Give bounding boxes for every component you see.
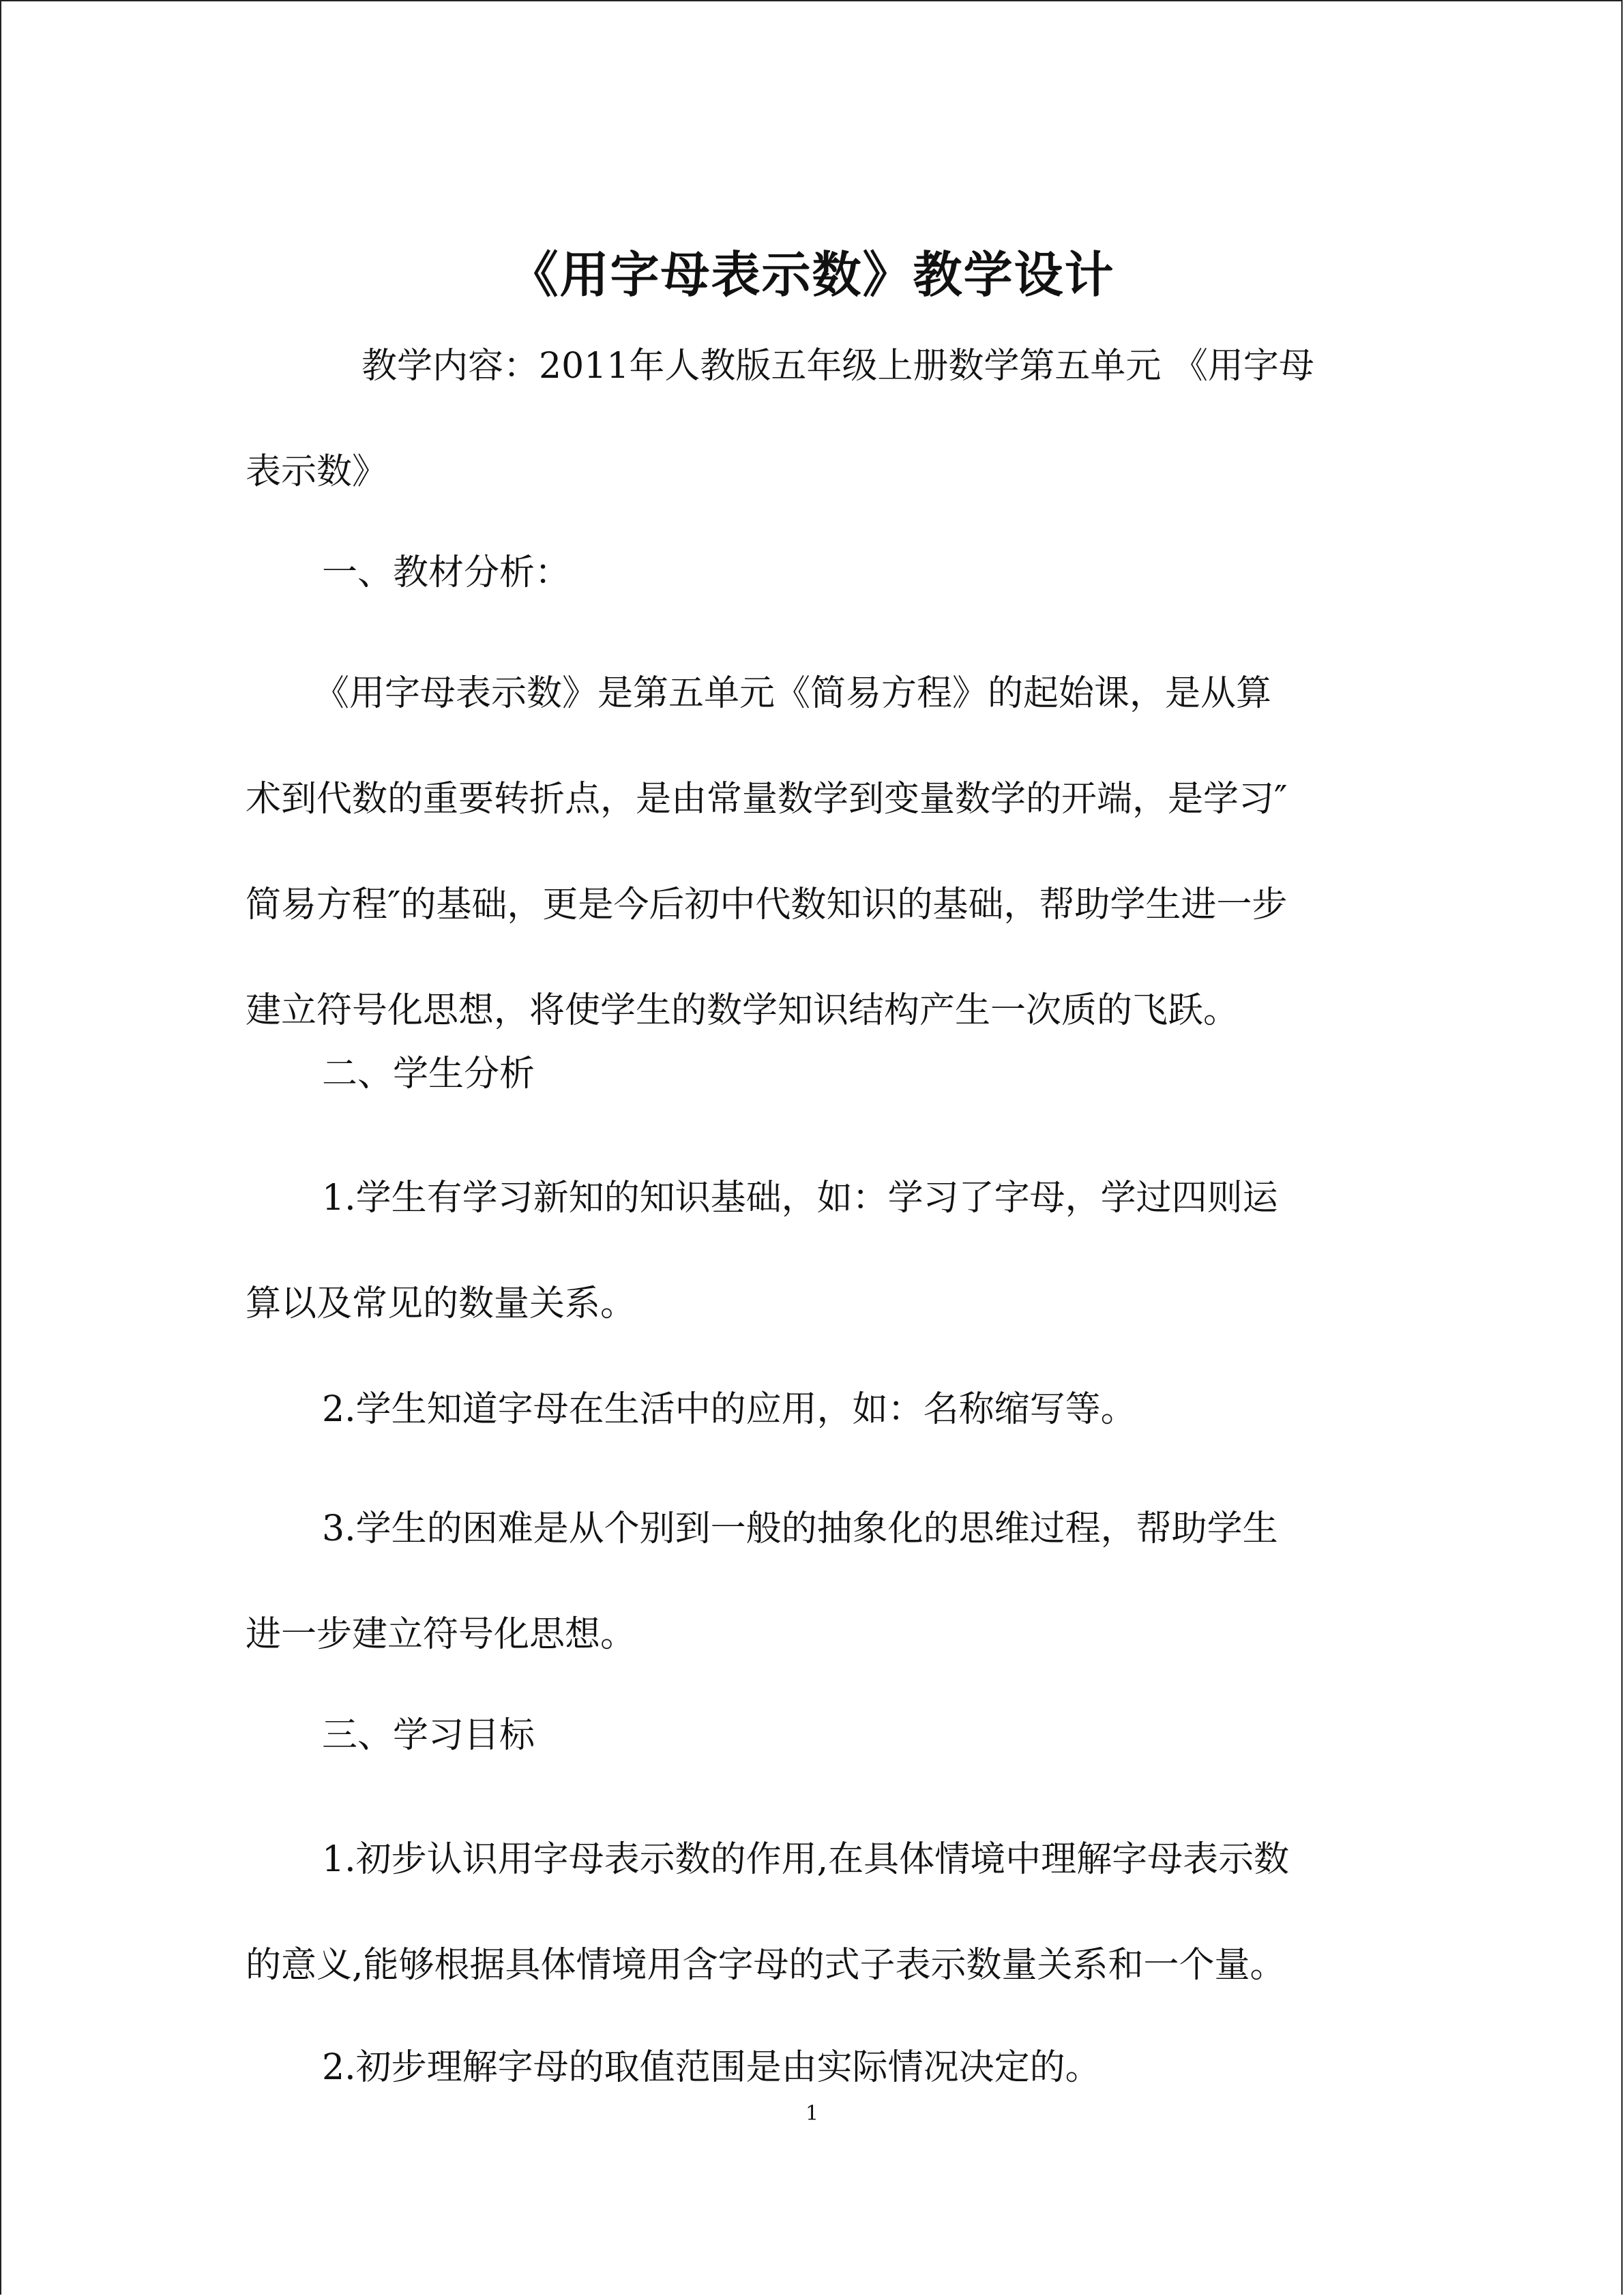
- section-heading-student-analysis: 二、学生分析: [322, 1054, 535, 1094]
- student-analysis-item-3: [246, 1476, 1378, 1688]
- section-heading-learning-goals: 三、学习目标: [322, 1715, 535, 1756]
- paragraph-line: 简易方程″的基础，更是今后初中代数知识的基础，帮助学生进一步: [246, 884, 1288, 925]
- paragraph-line: 2.初步理解字母的取值范围是由实际情况决定的。: [322, 2047, 1101, 2088]
- paragraph-line: 2.学生知道字母在生活中的应用，如：名称缩写等。: [322, 1389, 1136, 1430]
- paragraph-line: 1.初步认识用字母表示数的作用,在具体情境中理解字母表示数: [322, 1839, 1290, 1880]
- paragraph-line: 《用字母表示数》是第五单元《简易方程》的起始课，是从算: [314, 673, 1272, 714]
- page-number: 1: [805, 2102, 819, 2126]
- paragraph-line: 建立符号化思想，将使学生的数学知识结构产生一次质的飞跃。: [246, 990, 1239, 1031]
- teaching-content-paragraph: [246, 314, 1378, 525]
- paragraph-line: 3.学生的困难是从个别到一般的抽象化的思维过程，帮助学生: [322, 1508, 1278, 1549]
- section-heading-textbook-analysis: 一、教材分析：: [322, 552, 571, 593]
- paragraph-line: 算以及常见的数量关系。: [246, 1283, 636, 1324]
- student-analysis-item-2: [246, 1357, 1378, 1463]
- textbook-analysis-paragraph: [246, 641, 1378, 1064]
- paragraph-line: 表示数》: [246, 451, 388, 492]
- student-analysis-item-1: [246, 1146, 1378, 1357]
- paragraph-line: 1.学生有学习新知的知识基础，如：学习了字母，学过四则运: [322, 1178, 1278, 1219]
- paragraph-line: 术到代数的重要转折点，是由常量数学到变量数学的开端，是学习″: [246, 779, 1288, 820]
- learning-goal-item-1: [246, 1807, 1378, 2018]
- paragraph-line: 教学内容：2011年人教版五年级上册数学第五单元 《用字母: [361, 346, 1314, 387]
- paragraph-line: 进一步建立符号化思想。: [246, 1614, 636, 1655]
- document-title: 《用字母表示数》教学设计: [509, 245, 1115, 304]
- paragraph-line: 的意义,能够根据具体情境用含字母的式子表示数量关系和一个量。: [246, 1945, 1286, 1986]
